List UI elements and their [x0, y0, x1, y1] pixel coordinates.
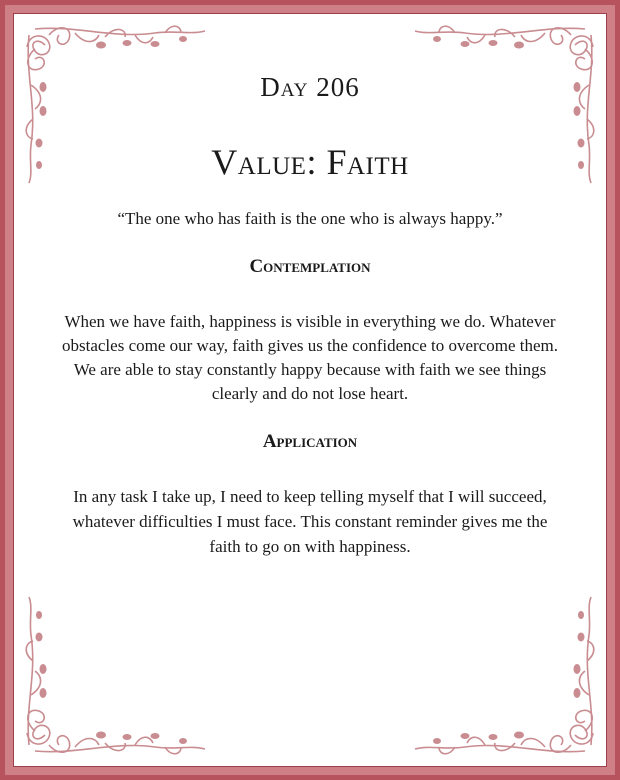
quote-text: “The one who has faith is the one who is always happy.”	[117, 209, 503, 228]
contemplation-text: When we have faith, happiness is visible in everything we do. Whatever obstacles come our way, faith gives us the confidence to overcome them. We are able to stay constantly happy because with faith we see things clearly and do not lose heart.	[62, 312, 558, 403]
application-text: In any task I take up, I need to keep telling myself that I will succeed, whatever difficulties I must face. This constant reminder gives me the faith to go on with happiness.	[72, 487, 548, 556]
application-heading: Application	[262, 431, 358, 452]
corner-ornament-icon	[405, 595, 605, 765]
day-heading: Day 206	[260, 72, 360, 102]
corner-ornament-icon	[15, 595, 215, 765]
page-title: Value: Faith	[211, 142, 409, 182]
contemplation-heading: Contemplation	[249, 256, 371, 277]
